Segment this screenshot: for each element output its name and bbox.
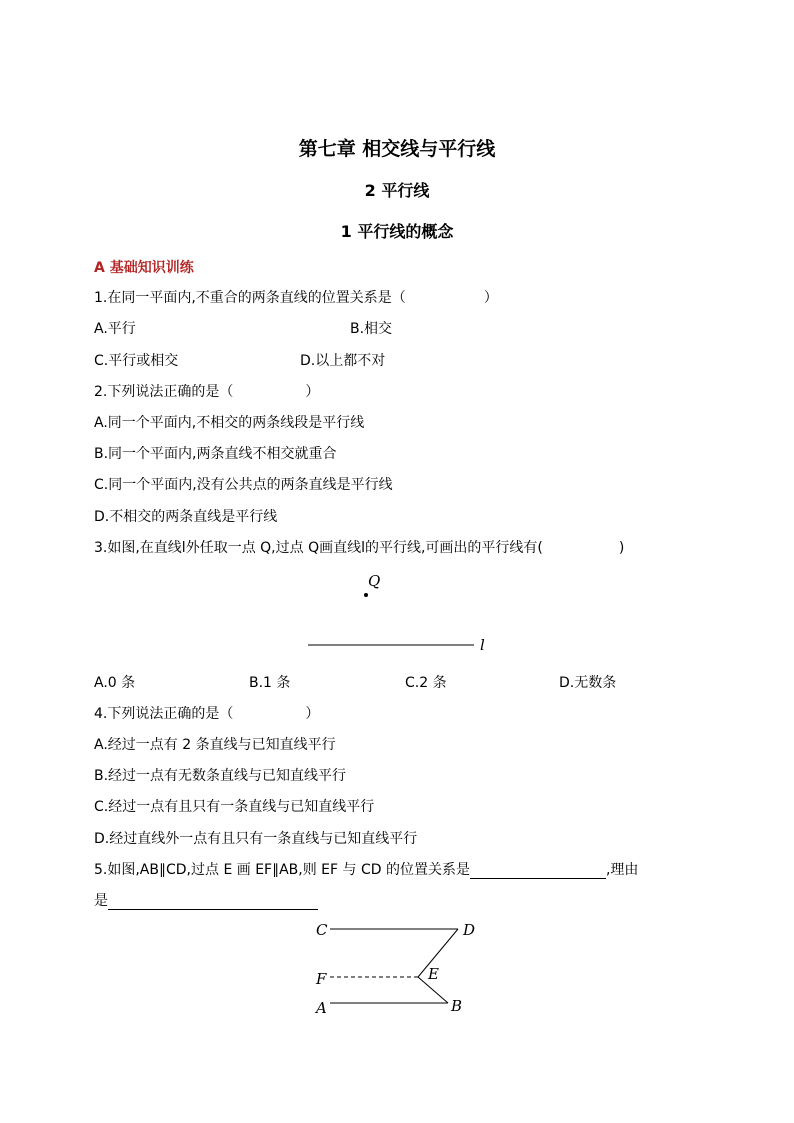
label-f: F xyxy=(316,970,327,988)
q3-option-c: C.2 条 xyxy=(405,675,447,691)
part-label: A 基础知识训练 xyxy=(94,260,194,276)
q3-stem-text: 3.如图,在直线l外任取一点 Q,过点 Q画直线l的平行线,可画出的平行线有( xyxy=(94,540,543,556)
q1-close: ） xyxy=(483,290,498,306)
label-b: B xyxy=(451,997,463,1015)
q1-option-c: C.平行或相交 xyxy=(94,353,179,369)
q2-option-d: D.不相交的两条直线是平行线 xyxy=(94,509,278,525)
q2-stem xyxy=(94,383,319,401)
q5-figure xyxy=(300,912,500,1024)
q4-option-c: C.经过一点有且只有一条直线与已知直线平行 xyxy=(94,799,375,815)
q3-option-b: B.1 条 xyxy=(249,675,291,691)
q2-option-a: A.同一个平面内,不相交的两条线段是平行线 xyxy=(94,415,365,431)
q1-option-d: D.以上都不对 xyxy=(300,353,386,369)
q4-stem-text: 4.下列说法正确的是（ xyxy=(94,706,234,722)
q4-stem xyxy=(94,705,319,723)
label-a: A xyxy=(316,999,327,1017)
q3-option-d: D.无数条 xyxy=(559,675,617,691)
q2-stem-text: 2.下列说法正确的是（ xyxy=(94,384,234,400)
q2-option-c: C.同一个平面内,没有公共点的两条直线是平行线 xyxy=(94,477,393,493)
q2-option-b: B.同一个平面内,两条直线不相交就重合 xyxy=(94,446,337,462)
subsection-title: 1 平行线的概念 xyxy=(340,222,454,241)
q1-option-b: B.相交 xyxy=(350,321,393,337)
label-q: Q xyxy=(368,572,381,590)
q5-blank-2[interactable] xyxy=(108,895,318,910)
q3-close: ) xyxy=(618,540,625,556)
q1-stem-text: 1.在同一平面内,不重合的两条直线的位置关系是（ xyxy=(94,290,406,306)
q1-stem xyxy=(94,289,498,307)
q5-stem xyxy=(94,861,638,879)
label-c: C xyxy=(316,921,328,939)
q4-option-d: D.经过直线外一点有且只有一条直线与已知直线平行 xyxy=(94,831,418,847)
label-d: D xyxy=(463,921,476,939)
q2-close: ） xyxy=(305,384,320,400)
q5-after-blank: ,理由 xyxy=(605,862,639,878)
section-title: 2 平行线 xyxy=(364,181,430,200)
q3-stem xyxy=(94,539,624,557)
q3-option-a: A.0 条 xyxy=(94,675,136,691)
q3-figure xyxy=(290,568,510,660)
q4-option-a: A.经过一点有 2 条直线与已知直线平行 xyxy=(94,737,336,753)
point-q xyxy=(364,593,368,597)
q5-stem-text: 5.如图,AB∥CD,过点 E 画 EF∥AB,则 EF 与 CD 的位置关系是 xyxy=(94,862,470,878)
chapter-title: 第七章 相交线与平行线 xyxy=(298,138,496,160)
q5-blank-1[interactable] xyxy=(470,864,606,879)
q5-line2-text: 是 xyxy=(94,893,108,909)
q1-option-a: A.平行 xyxy=(94,321,136,337)
label-l: l xyxy=(480,636,485,654)
label-e: E xyxy=(428,965,439,983)
q4-close: ） xyxy=(305,706,320,722)
q4-option-b: B.经过一点有无数条直线与已知直线平行 xyxy=(94,768,347,784)
q5-line2 xyxy=(94,892,318,910)
